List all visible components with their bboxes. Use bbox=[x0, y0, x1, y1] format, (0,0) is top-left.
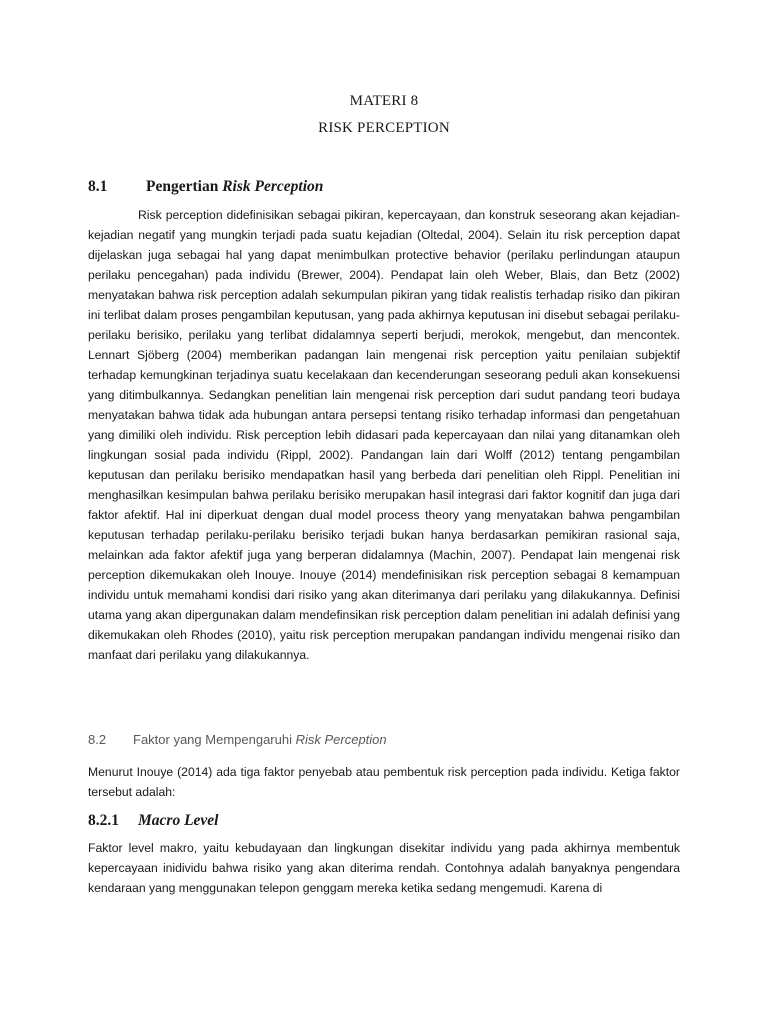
chapter-title: MATERI 8 bbox=[349, 93, 419, 109]
section-8-2-paragraph bbox=[88, 762, 680, 802]
section-label-italic: Risk Perception bbox=[222, 178, 324, 195]
section-label-italic: Macro Level bbox=[138, 812, 219, 829]
section-heading-8-2 bbox=[88, 732, 387, 747]
section-8-2-1-paragraph bbox=[88, 838, 680, 898]
section-heading-8-2-1 bbox=[88, 812, 218, 830]
section-label-italic: Risk Perception bbox=[295, 732, 387, 747]
paragraph-text: Risk perception didefinisikan sebagai pikiran, kepercayaan, dan konstruk seseorang akan kejadian-kejadian negatif yang mungkin terjadi pada suatu kejadian (Oltedal, 2004). Selain itu risk perception dapat dijelaskan juga sebagai hal yang dapat menimbulkan protective behavior (perilaku perlindungan ataupun perilaku pencegahan) pada individu (Brewer, 2004). Pendapat lain oleh Weber, Blais, dan Betz (2002) menyatakan bahwa risk perception adalah sekumpulan pikiran yang tidak realistis terhadap risiko dan pikiran ini terlibat dalam proses pengambilan keputusan, yang pada akhirnya keputusan ini disebut sebagai perilaku-perilaku berisiko, perilaku yang terlibat didalamnya seperti berjudi, merokok, mengebut, dan mencontek. Lennart Sjöberg (2004) memberikan padangan lain mengenai risk perception yaitu penilaian subjektif terhadap kemungkinan terjadinya suatu kecelakaan dan kecenderungan seseorang peduli akan konsekuensi yang ditimbulkannya. Sedangkan penelitian lain mengenai risk perception dari sudut pandang teori budaya menyatakan bahwa tidak ada hubungan antara persepsi tentang risiko terhadap informasi dan pengetahuan yang dimiliki oleh individu. Risk perception lebih didasari pada kepercayaan dan nilai yang ditanamkan oleh lingkungan sosial pada individu (Rippl, 2002). Pandangan lain dari Wolff (2012) tentang pengambilan keputusan dan perilaku berisiko mendapatkan hasil yang berbeda dari penelitian oleh Rippl. Penelitian ini menghasilkan kesimpulan bahwa perilaku berisiko merupakan hasil integrasi dari faktor kognitif dan juga dari faktor afektif. Hal ini diperkuat dengan dual model process theory yang menyatakan bahwa pengambilan keputusan terhadap perilaku-perilaku berisiko terjadi bukan hanya berdasarkan pemikiran rasional saja, melainkan ada faktor afektif juga yang berperan didalamnya (Machin, 2007). Pendapat lain mengenai risk perception dikemukakan oleh Inouye. Inouye (2014) mendefinisikan risk perception sebagai 8 kemampuan individu untuk memahami kondisi dari risiko yang akan diterimanya dari perilaku yang dilakukannya. Definisi utama yang akan dipergunakan dalam mendefinsikan risk perception dalam penelitian ini adalah definisi yang dikemukakan oleh Rhodes (2010), yaitu risk perception merupakan pandangan individu mengenai risiko dan manfaat dari perilaku yang dilakukannya. bbox=[88, 208, 680, 662]
paragraph-text: Faktor level makro, yaitu kebudayaan dan lingkungan disekitar individu yang pada akhirnya membentuk kepercayaan inidividu bahwa risiko yang akan diterima rendah. Contohnya adalah banyaknya pengendara kendaraan yang menggunakan telepon genggam mereka ketika sedang mengemudi. Karena di bbox=[88, 841, 680, 895]
section-heading-8-1 bbox=[88, 178, 323, 196]
section-label: Pengertian bbox=[146, 178, 223, 195]
section-number: 8.2.1 bbox=[88, 812, 119, 829]
chapter-subtitle: RISK PERCEPTION bbox=[318, 120, 450, 136]
section-number: 8.2 bbox=[88, 732, 107, 747]
section-number: 8.1 bbox=[88, 178, 108, 195]
section-8-1-paragraph bbox=[88, 205, 680, 665]
paragraph-text: Menurut Inouye (2014) ada tiga faktor penyebab atau pembentuk risk perception pada individu. Ketiga faktor tersebut adalah: bbox=[88, 765, 680, 799]
section-label: Faktor yang Mempengaruhi bbox=[133, 732, 296, 747]
